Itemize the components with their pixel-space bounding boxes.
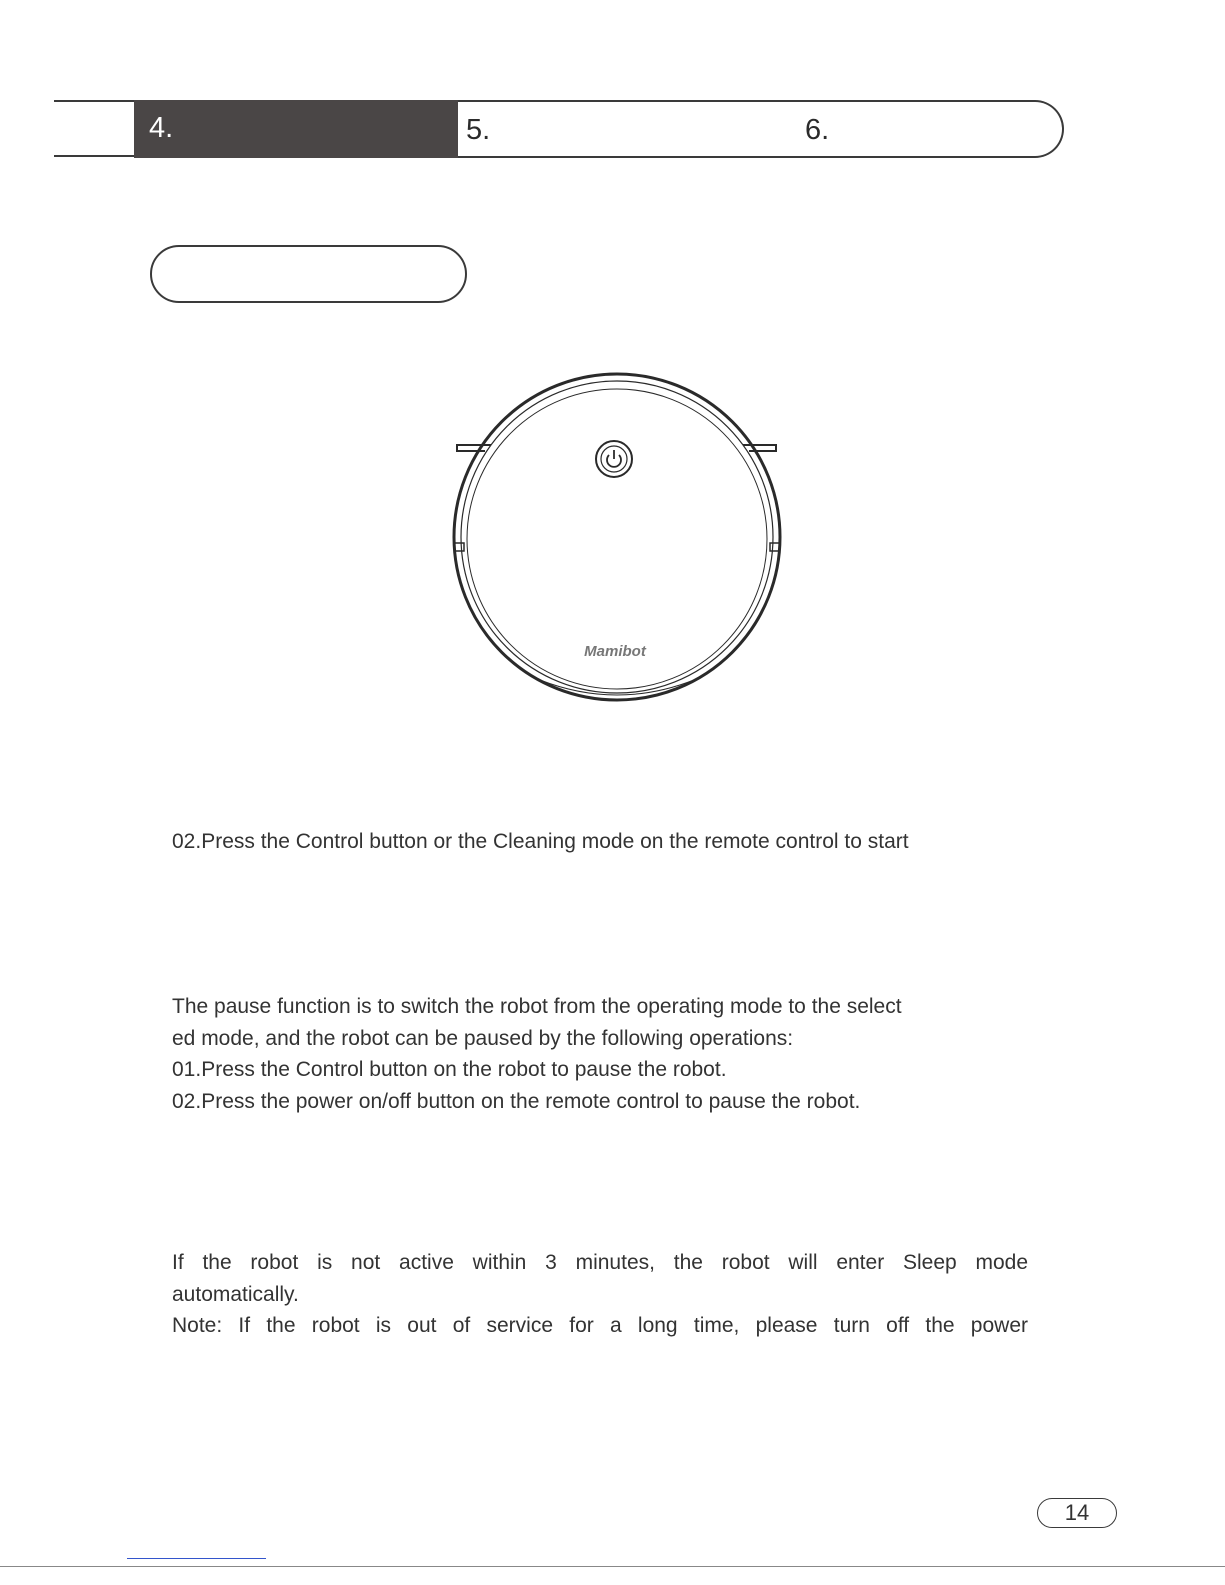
pause-line-1: The pause function is to switch the robot from the operating mode to the select	[172, 995, 902, 1018]
pause-line-4: 02.Press the power on/off button on the remote control to pause the robot.	[172, 1089, 861, 1113]
page-number: 14	[1064, 1500, 1090, 1525]
power-icon	[596, 441, 632, 477]
page-number-badge	[1037, 1498, 1117, 1528]
tab-bar-rule-top	[54, 100, 134, 102]
tab-bar-outline	[458, 100, 1064, 158]
footer-rule	[0, 1566, 1225, 1567]
tab-chapter-5-label[interactable]: 5.	[466, 114, 491, 146]
pause-line-2: ed mode, and the robot can be paused by the following operations:	[172, 1026, 794, 1050]
section-heading-pill	[150, 245, 467, 303]
pause-paragraph	[172, 991, 1028, 1117]
start-step-line: 02.Press the Control button or the Cleaning mode on the remote control to start	[172, 830, 909, 853]
start-step-paragraph	[172, 826, 1028, 858]
tab-chapter-4[interactable]	[134, 100, 458, 158]
footer-link-underline	[127, 1558, 266, 1559]
sleep-line-3: Note: If the robot is out of service for a long time, please turn off the power	[172, 1314, 1028, 1337]
robot-top-view-illustration	[445, 365, 790, 710]
sleep-line-2: automatically.	[172, 1282, 299, 1306]
brand-logo: Mamibot	[584, 643, 646, 660]
pause-line-3: 01.Press the Control button on the robot to pause the robot.	[172, 1058, 727, 1081]
sleep-paragraph	[172, 1247, 1028, 1342]
chapter-tab-bar	[54, 100, 1065, 158]
tab-bar-rule-bottom	[54, 155, 134, 157]
sleep-line-1: If the robot is not active within 3 minutes, the robot will enter Sleep mode	[172, 1251, 1028, 1274]
tab-chapter-6-label[interactable]: 6.	[805, 114, 830, 146]
tab-chapter-4-label: 4.	[149, 112, 174, 144]
